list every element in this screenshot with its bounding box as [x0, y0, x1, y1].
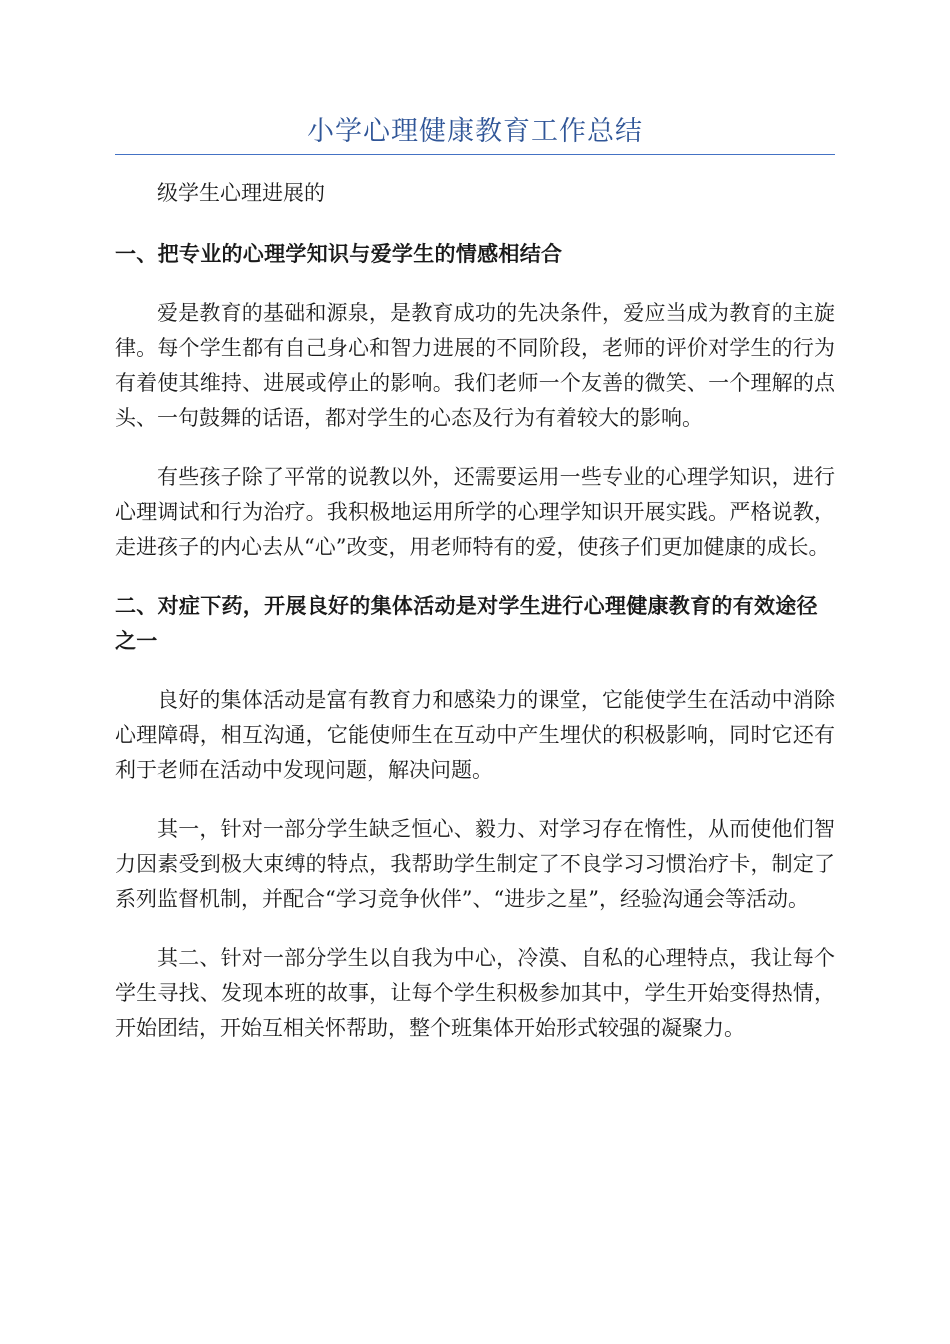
paragraph: 其一，针对一部分学生缺乏恒心、毅力、对学习存在惰性，从而使他们智力因素受到极大束缚的特点，我帮助学生制定了不良学习习惯治疗卡，制定了系列监督机制，并配合“学习竞争伙伴”、“进步之星”，经验沟通会等活动。 — [115, 817, 835, 911]
title-underline — [115, 154, 835, 155]
section-heading-2: 二、对症下药，开展良好的集体活动是对学生进行心理健康教育的有效途径之一 — [115, 594, 818, 653]
paragraph: 良好的集体活动是富有教育力和感染力的课堂，它能使学生在活动中消除心理障碍，相互沟通，它能使师生在互动中产生埋伏的积极影响，同时它还有利于老师在活动中发现问题，解决问题。 — [115, 688, 835, 782]
document-body — [115, 176, 835, 1070]
paragraph: 其二、针对一部分学生以自我为中心，冷漠、自私的心理特点，我让每个学生寻找、发现本班的故事，让每个学生积极参加其中，学生开始变得热情，开始团结，开始互相关怀帮助，整个班集体开始形式较强的凝聚力。 — [115, 946, 835, 1040]
paragraph: 有些孩子除了平常的说教以外，还需要运用一些专业的心理学知识，进行心理调试和行为治疗。我积极地运用所学的心理学知识开展实践。严格说教，走进孩子的内心去从“心”改变，用老师特有的爱，使孩子们更加健康的成长。 — [115, 465, 835, 559]
document-title: 小学心理健康教育工作总结 — [307, 116, 643, 147]
paragraph: 爱是教育的基础和源泉，是教育成功的先决条件，爱应当成为教育的主旋律。每个学生都有自己身心和智力进展的不同阶段，老师的评价对学生的行为有着使其维持、进展或停止的影响。我们老师一个友善的微笑、一个理解的点头、一句鼓舞的话语，都对学生的心态及行为有着较大的影响。 — [115, 301, 835, 430]
section-heading-1: 一、把专业的心理学知识与爱学生的情感相结合 — [115, 242, 563, 266]
intro-paragraph: 级学生心理进展的 — [157, 181, 325, 205]
